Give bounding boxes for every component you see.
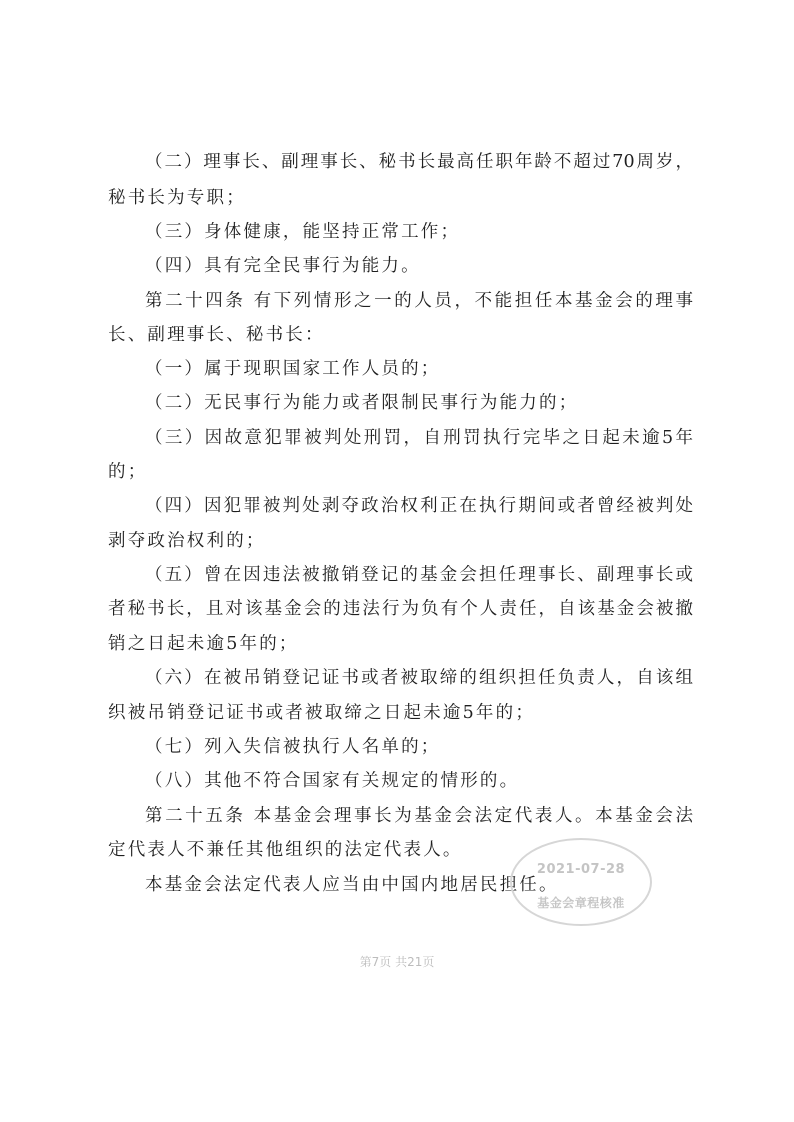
text-line: （二）无民事行为能力或者限制民事行为能力的；: [145, 393, 579, 413]
text-line: 秘书长为专职；: [108, 188, 246, 208]
text-line: （七）列入失信被执行人名单的；: [145, 737, 441, 757]
text-line: 剥夺政治权利的；: [108, 531, 266, 551]
article-24-heading: 第二十四条 有下列情形之一的人员，不能担任本基金会的理事: [145, 291, 693, 311]
text-line: （二）理事长、副理事长、秘书长最高任职年龄不超过70周岁，: [145, 152, 693, 172]
text-line: （四）具有完全民事行为能力。: [145, 256, 421, 276]
text-line: 定代表人不兼任其他组织的法定代表人。: [108, 840, 463, 860]
text-line: （三）因故意犯罪被判处刑罚，自刑罚执行完毕之日起未逾5年: [145, 428, 693, 448]
text-line: 长、副理事长、秘书长：: [108, 325, 325, 345]
text-line: 销之日起未逾5年的；: [108, 634, 299, 654]
text-line: （五）曾在因违法被撤销登记的基金会担任理事长、副理事长或: [145, 565, 693, 585]
approval-stamp: [510, 838, 652, 926]
text-line: （四）因犯罪被判处剥夺政治权利正在执行期间或者曾经被判处: [145, 496, 693, 516]
stamp-text: 基金会章程核准: [537, 896, 625, 910]
text-line: （八）其他不符合国家有关规定的情形的。: [145, 771, 520, 791]
text-line: 的；: [108, 462, 148, 482]
text-line: （一）属于现职国家工作人员的；: [145, 359, 441, 379]
stamp-date: 2021-07-28: [536, 862, 626, 877]
text-line: 织被吊销登记证书或者被取缔之日起未逾5年的；: [108, 703, 536, 723]
page-number: 第7页 共21页: [359, 955, 435, 969]
text-line: 者秘书长，且对该基金会的违法行为负有个人责任，自该基金会被撤: [108, 599, 693, 619]
text-line: （三）身体健康，能坚持正常工作；: [145, 222, 461, 242]
article-25-heading: 第二十五条 本基金会理事长为基金会法定代表人。本基金会法: [145, 806, 693, 826]
text-line: 本基金会法定代表人应当由中国内地居民担任。: [145, 875, 559, 895]
text-line: （六）在被吊销登记证书或者被取缔的组织担任负责人，自该组: [145, 668, 693, 688]
